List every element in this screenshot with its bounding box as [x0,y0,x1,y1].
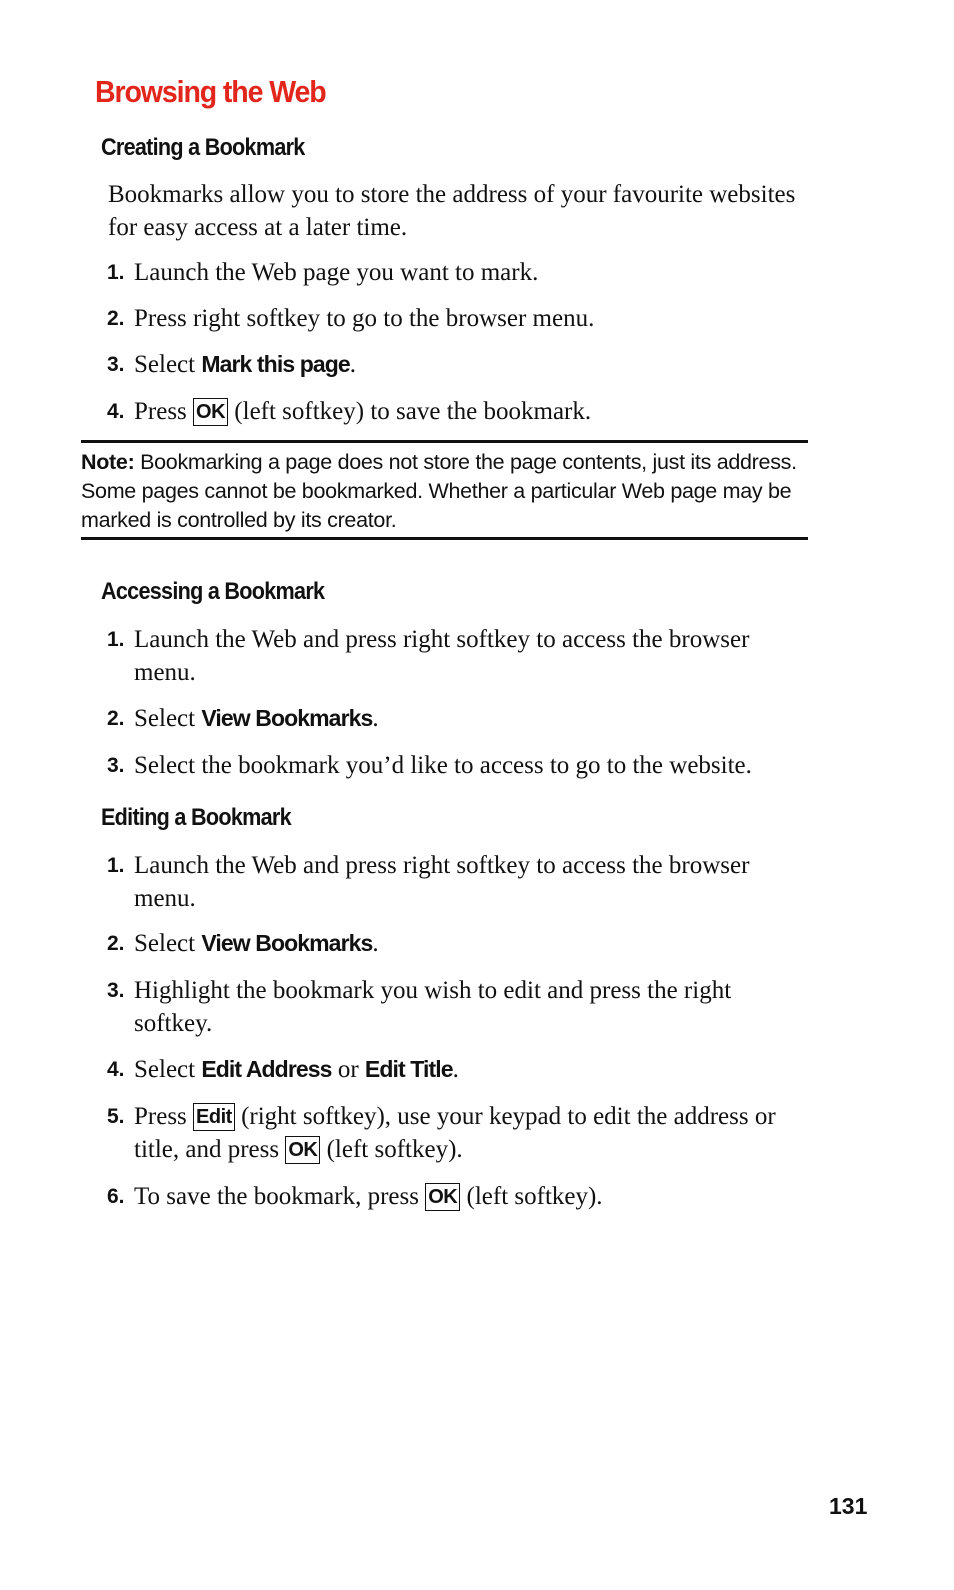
step-text [134,702,812,735]
creating-step-2 [107,302,812,335]
step-text: Launch the Web and press right softkey to access the browser menu. [134,852,750,912]
step-text-post: (left softkey) to save the bookmark. [228,398,592,425]
step-text-mid: (right softkey), use your keypad to edit the address or title, and press [134,1103,776,1163]
menu-option-view-bookmarks: View Bookmarks [201,930,373,956]
step-text: Launch the Web and press right softkey to access the browser menu. [134,626,750,686]
step-text [134,1100,812,1166]
step-text-pre: Select [134,351,202,378]
step-text-pre: Press [134,1103,194,1130]
ok-key: OK [285,1136,320,1164]
step-text: Press right softkey to go to the browser menu. [134,305,595,332]
editing-step-3 [107,974,812,1040]
step-number: 2. [107,307,125,330]
step-text [134,1053,812,1086]
step-text-post: . [372,930,379,957]
heading-accessing-bookmark: Accessing a Bookmark [101,578,325,605]
step-text-pre: To save the bookmark, press [134,1183,426,1210]
page-number: 131 [829,1493,868,1519]
step-text [134,927,812,960]
step-text-post: . [452,1056,459,1083]
edit-key: Edit [193,1103,235,1131]
heading-creating-bookmark: Creating a Bookmark [101,134,305,161]
editing-step-6 [107,1180,812,1213]
step-number: 6. [107,1185,125,1208]
step-number: 4. [107,1058,125,1081]
step-text: Select the bookmark you’d like to access to go to the website. [134,752,752,779]
creating-step-3 [107,348,812,381]
step-text [134,395,812,428]
editing-step-2 [107,927,812,960]
accessing-step-1 [107,623,812,689]
step-text-pre: Press [134,398,194,425]
note-label: Note: [81,450,135,474]
accessing-step-3 [107,749,812,782]
note-text: Bookmarking a page does not store the page contents, just its address. Some pages cannot be bookmarked. Whether a particular Web page may be marked is controlled by its creator. [81,450,797,532]
heading-editing-bookmark: Editing a Bookmark [101,804,291,831]
step-text: Highlight the bookmark you wish to edit and press the right softkey. [134,977,732,1037]
step-text-post: (left softkey). [320,1136,463,1163]
step-text-post: . [372,705,379,732]
step-number: 4. [107,400,125,423]
editing-step-4 [107,1053,812,1086]
step-number: 1. [107,854,125,877]
step-number: 1. [107,261,125,284]
page-title: Browsing the Web [95,74,326,109]
menu-option-edit-title: Edit Title [364,1056,453,1082]
step-number: 5. [107,1105,125,1128]
step-text-mid: or [331,1056,365,1083]
ok-key: OK [425,1183,460,1211]
ok-key: OK [193,398,228,426]
step-text [134,1180,812,1213]
step-text-post: (left softkey). [460,1183,603,1210]
step-text-post: . [349,351,357,378]
step-number: 2. [107,707,125,730]
step-text-pre: Select [134,1056,202,1083]
menu-option-edit-address: Edit Address [201,1056,332,1082]
step-number: 3. [107,754,125,777]
step-number: 1. [107,628,125,651]
editing-step-1 [107,849,812,915]
editing-step-5 [107,1100,812,1166]
intro-paragraph: Bookmarks allow you to store the address of your favourite websites for easy access at a later time. [108,181,796,241]
step-number: 2. [107,932,125,955]
menu-option-mark-this-page: Mark this page [201,351,350,377]
note-box [81,440,808,540]
menu-option-view-bookmarks: View Bookmarks [201,705,373,731]
step-text [134,348,812,381]
creating-step-4 [107,395,812,428]
step-number: 3. [107,353,125,376]
creating-step-1 [107,256,812,289]
step-text: Launch the Web page you want to mark. [134,259,539,286]
accessing-step-2 [107,702,812,735]
step-text-pre: Select [134,705,202,732]
step-number: 3. [107,979,125,1002]
step-text-pre: Select [134,930,202,957]
